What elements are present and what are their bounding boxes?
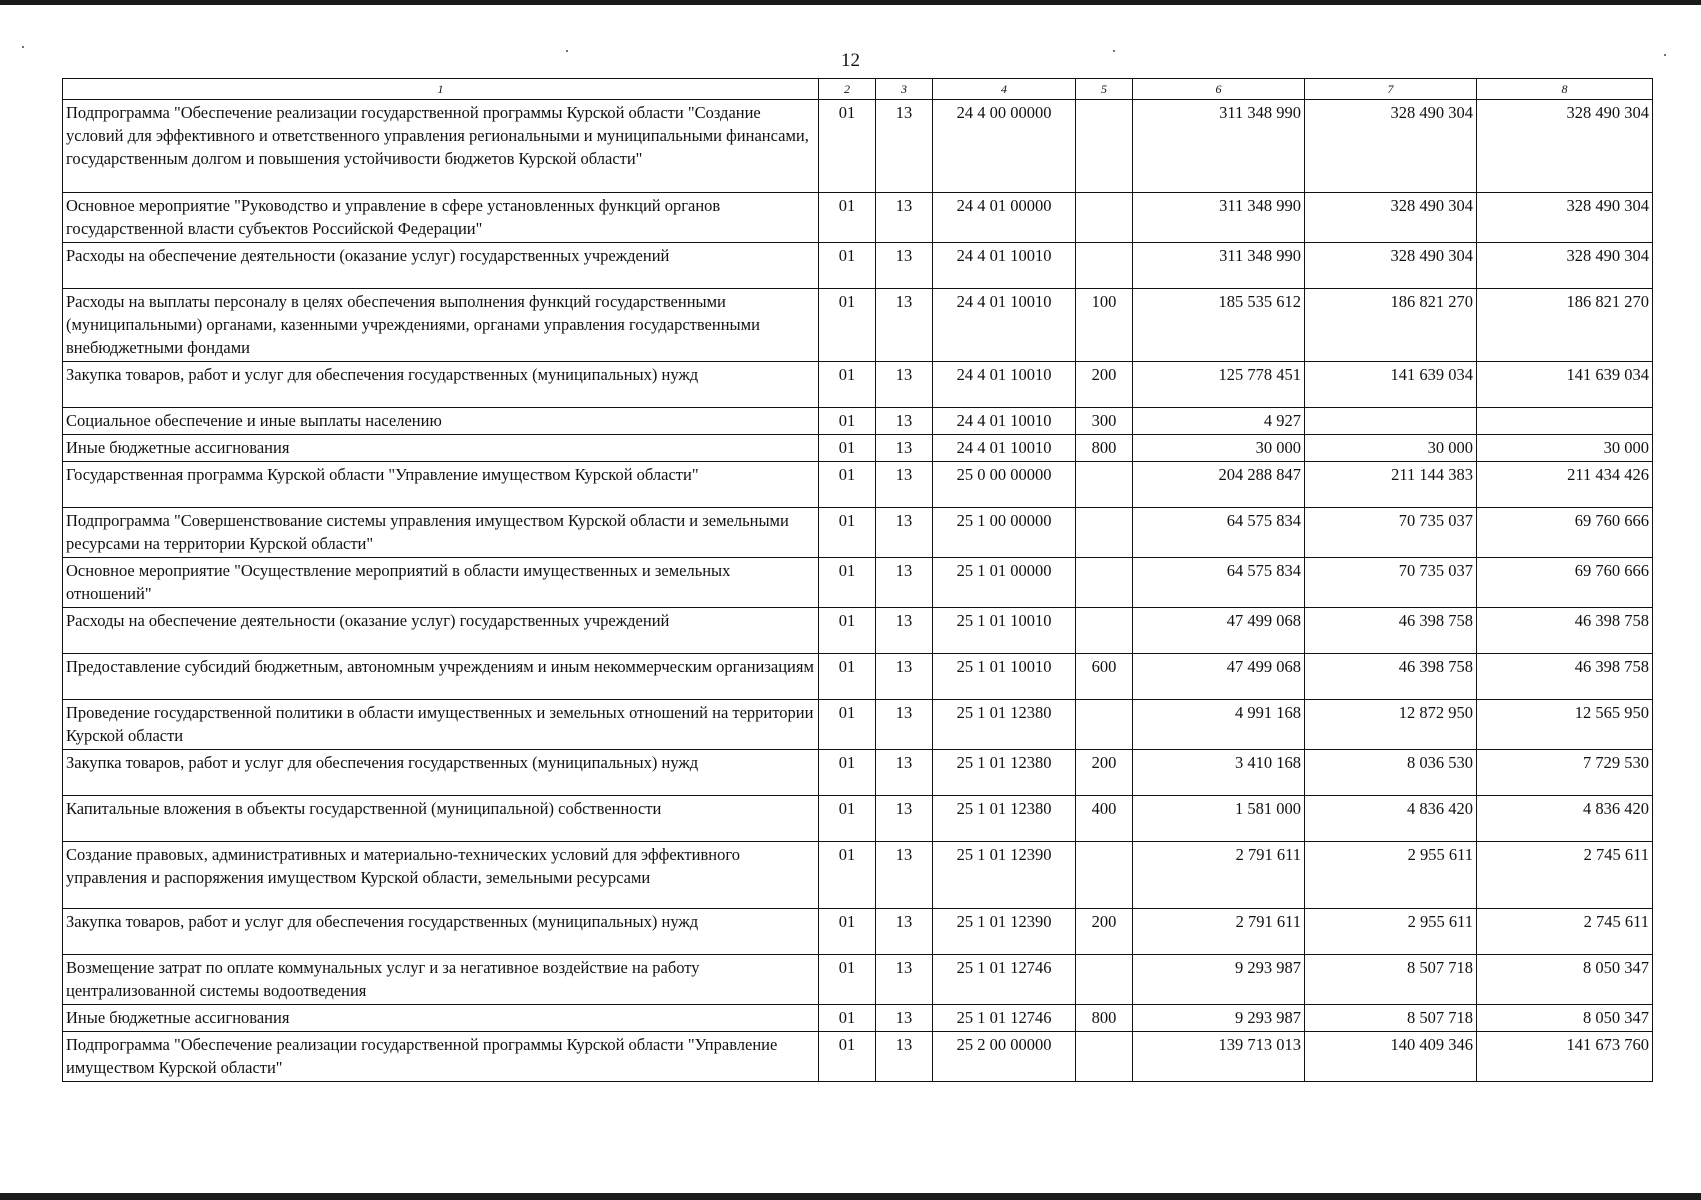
row-subsection: 13 — [876, 462, 933, 508]
row-expense-type: 200 — [1076, 362, 1133, 408]
row-amount-7: 328 490 304 — [1305, 100, 1477, 193]
row-target-article: 25 0 00 00000 — [933, 462, 1076, 508]
row-section: 01 — [819, 842, 876, 909]
row-amount-6: 9 293 987 — [1133, 955, 1305, 1005]
row-subsection: 13 — [876, 909, 933, 955]
header-row — [63, 79, 1653, 100]
row-name: Возмещение затрат по оплате коммунальных услуг и за негативное воздействие на работу централизованной системы водоотведения — [63, 955, 819, 1005]
row-amount-8: 186 821 270 — [1477, 289, 1653, 362]
row-name: Подпрограмма "Обеспечение реализации государственной программы Курской области "Управление имуществом Курской области" — [63, 1032, 819, 1082]
row-target-article: 25 1 01 00000 — [933, 558, 1076, 608]
row-target-article: 25 1 01 12380 — [933, 796, 1076, 842]
row-subsection: 13 — [876, 558, 933, 608]
row-name: Закупка товаров, работ и услуг для обеспечения государственных (муниципальных) нужд — [63, 750, 819, 796]
row-target-article: 24 4 01 10010 — [933, 289, 1076, 362]
row-expense-type: 800 — [1076, 435, 1133, 462]
row-amount-6: 139 713 013 — [1133, 1032, 1305, 1082]
row-target-article: 25 1 01 12380 — [933, 750, 1076, 796]
row-amount-6: 311 348 990 — [1133, 100, 1305, 193]
row-expense-type — [1076, 462, 1133, 508]
table-row — [63, 462, 1653, 508]
row-expense-type: 600 — [1076, 654, 1133, 700]
table-row — [63, 435, 1653, 462]
row-section: 01 — [819, 462, 876, 508]
row-subsection: 13 — [876, 750, 933, 796]
row-section: 01 — [819, 1005, 876, 1032]
row-section: 01 — [819, 654, 876, 700]
row-name: Основное мероприятие "Руководство и управление в сфере установленных функций органов государственной власти субъектов Российской Федерации" — [63, 193, 819, 243]
row-amount-8: 4 836 420 — [1477, 796, 1653, 842]
page-number: 12 — [841, 50, 860, 71]
row-amount-8: 141 673 760 — [1477, 1032, 1653, 1082]
row-amount-7: 328 490 304 — [1305, 243, 1477, 289]
row-expense-type — [1076, 1032, 1133, 1082]
row-name: Расходы на выплаты персоналу в целях обеспечения выполнения функций государственными (муниципальными) органами, казенными учреждениями, органами управления государственными внебюджетными фондами — [63, 289, 819, 362]
table-row — [63, 750, 1653, 796]
row-amount-6: 47 499 068 — [1133, 654, 1305, 700]
table-row — [63, 796, 1653, 842]
row-amount-8: 328 490 304 — [1477, 243, 1653, 289]
scan-edge-top — [0, 0, 1701, 5]
row-section: 01 — [819, 700, 876, 750]
col-header-subsection: 3 — [876, 79, 933, 100]
row-amount-7: 70 735 037 — [1305, 508, 1477, 558]
table-row — [63, 955, 1653, 1005]
table-row — [63, 654, 1653, 700]
row-amount-6: 204 288 847 — [1133, 462, 1305, 508]
row-subsection: 13 — [876, 508, 933, 558]
row-expense-type — [1076, 558, 1133, 608]
row-name: Основное мероприятие "Осуществление мероприятий в области имущественных и земельных отношений" — [63, 558, 819, 608]
row-target-article: 25 2 00 00000 — [933, 1032, 1076, 1082]
table-row — [63, 362, 1653, 408]
row-amount-8: 8 050 347 — [1477, 955, 1653, 1005]
budget-table — [62, 78, 1653, 1082]
table-row — [63, 700, 1653, 750]
row-name: Иные бюджетные ассигнования — [63, 435, 819, 462]
row-subsection: 13 — [876, 654, 933, 700]
row-amount-6: 125 778 451 — [1133, 362, 1305, 408]
row-amount-6: 2 791 611 — [1133, 909, 1305, 955]
scan-edge-bottom — [0, 1193, 1701, 1200]
row-amount-8 — [1477, 408, 1653, 435]
scan-speck — [22, 46, 24, 48]
row-target-article: 25 1 01 12746 — [933, 1005, 1076, 1032]
row-subsection: 13 — [876, 435, 933, 462]
row-amount-7: 140 409 346 — [1305, 1032, 1477, 1082]
row-subsection: 13 — [876, 796, 933, 842]
row-amount-7: 141 639 034 — [1305, 362, 1477, 408]
row-amount-6: 311 348 990 — [1133, 243, 1305, 289]
row-expense-type — [1076, 508, 1133, 558]
row-expense-type: 100 — [1076, 289, 1133, 362]
table-row — [63, 608, 1653, 654]
row-amount-8: 141 639 034 — [1477, 362, 1653, 408]
row-name: Расходы на обеспечение деятельности (оказание услуг) государственных учреждений — [63, 608, 819, 654]
row-name: Государственная программа Курской области "Управление имуществом Курской области" — [63, 462, 819, 508]
row-amount-6: 2 791 611 — [1133, 842, 1305, 909]
row-amount-7: 186 821 270 — [1305, 289, 1477, 362]
row-subsection: 13 — [876, 608, 933, 654]
row-amount-6: 311 348 990 — [1133, 193, 1305, 243]
row-amount-8: 46 398 758 — [1477, 608, 1653, 654]
row-section: 01 — [819, 1032, 876, 1082]
row-amount-6: 47 499 068 — [1133, 608, 1305, 654]
row-subsection: 13 — [876, 193, 933, 243]
table-row — [63, 508, 1653, 558]
row-expense-type — [1076, 243, 1133, 289]
row-name: Проведение государственной политики в области имущественных и земельных отношений на территории Курской области — [63, 700, 819, 750]
row-expense-type: 200 — [1076, 750, 1133, 796]
col-header-amount-7: 7 — [1305, 79, 1477, 100]
row-subsection: 13 — [876, 842, 933, 909]
col-header-section: 2 — [819, 79, 876, 100]
row-expense-type: 800 — [1076, 1005, 1133, 1032]
row-name: Социальное обеспечение и иные выплаты населению — [63, 408, 819, 435]
row-section: 01 — [819, 796, 876, 842]
table-row — [63, 909, 1653, 955]
row-target-article: 24 4 00 00000 — [933, 100, 1076, 193]
row-subsection: 13 — [876, 100, 933, 193]
row-amount-8: 7 729 530 — [1477, 750, 1653, 796]
row-subsection: 13 — [876, 243, 933, 289]
row-name: Подпрограмма "Обеспечение реализации государственной программы Курской области "Создание условий для эффективного и ответственного управления региональными и муниципальными финансами, государственным долгом и повышения устойчивости бюджетов Курской области" — [63, 100, 819, 193]
row-amount-8: 328 490 304 — [1477, 193, 1653, 243]
row-name: Закупка товаров, работ и услуг для обеспечения государственных (муниципальных) нужд — [63, 909, 819, 955]
row-target-article: 24 4 01 00000 — [933, 193, 1076, 243]
row-name: Расходы на обеспечение деятельности (оказание услуг) государственных учреждений — [63, 243, 819, 289]
row-name: Создание правовых, административных и материально-технических условий для эффективного управления и распоряжения имуществом Курской области, земельными ресурсами — [63, 842, 819, 909]
row-amount-8: 328 490 304 — [1477, 100, 1653, 193]
row-section: 01 — [819, 289, 876, 362]
row-amount-8: 2 745 611 — [1477, 909, 1653, 955]
row-amount-7: 12 872 950 — [1305, 700, 1477, 750]
row-amount-8: 69 760 666 — [1477, 558, 1653, 608]
row-section: 01 — [819, 955, 876, 1005]
row-target-article: 24 4 01 10010 — [933, 435, 1076, 462]
col-header-amount-8: 8 — [1477, 79, 1653, 100]
row-expense-type — [1076, 700, 1133, 750]
row-amount-6: 4 927 — [1133, 408, 1305, 435]
row-expense-type — [1076, 193, 1133, 243]
row-target-article: 25 1 01 10010 — [933, 608, 1076, 654]
row-name: Закупка товаров, работ и услуг для обеспечения государственных (муниципальных) нужд — [63, 362, 819, 408]
row-name: Подпрограмма "Совершенствование системы управления имуществом Курской области и земельными ресурсами на территории Курской области" — [63, 508, 819, 558]
row-subsection: 13 — [876, 289, 933, 362]
table-row — [63, 1005, 1653, 1032]
row-amount-7: 46 398 758 — [1305, 608, 1477, 654]
row-section: 01 — [819, 750, 876, 796]
row-expense-type — [1076, 100, 1133, 193]
row-subsection: 13 — [876, 1005, 933, 1032]
row-section: 01 — [819, 508, 876, 558]
row-section: 01 — [819, 362, 876, 408]
row-amount-6: 1 581 000 — [1133, 796, 1305, 842]
row-target-article: 25 1 00 00000 — [933, 508, 1076, 558]
table-row — [63, 558, 1653, 608]
row-amount-8: 211 434 426 — [1477, 462, 1653, 508]
row-target-article: 25 1 01 10010 — [933, 654, 1076, 700]
table-row — [63, 842, 1653, 909]
row-amount-7: 8 507 718 — [1305, 955, 1477, 1005]
row-section: 01 — [819, 408, 876, 435]
row-target-article: 25 1 01 12390 — [933, 842, 1076, 909]
row-expense-type — [1076, 608, 1133, 654]
col-header-amount-6: 6 — [1133, 79, 1305, 100]
col-header-expense-type: 5 — [1076, 79, 1133, 100]
row-section: 01 — [819, 100, 876, 193]
row-expense-type: 300 — [1076, 408, 1133, 435]
row-amount-6: 30 000 — [1133, 435, 1305, 462]
table-row — [63, 243, 1653, 289]
row-section: 01 — [819, 558, 876, 608]
row-target-article: 24 4 01 10010 — [933, 408, 1076, 435]
row-amount-6: 9 293 987 — [1133, 1005, 1305, 1032]
row-target-article: 25 1 01 12390 — [933, 909, 1076, 955]
row-name: Иные бюджетные ассигнования — [63, 1005, 819, 1032]
row-amount-6: 64 575 834 — [1133, 558, 1305, 608]
row-subsection: 13 — [876, 408, 933, 435]
row-amount-7 — [1305, 408, 1477, 435]
table-row — [63, 289, 1653, 362]
row-amount-7: 8 036 530 — [1305, 750, 1477, 796]
row-subsection: 13 — [876, 1032, 933, 1082]
row-amount-8: 30 000 — [1477, 435, 1653, 462]
row-amount-6: 4 991 168 — [1133, 700, 1305, 750]
row-amount-7: 30 000 — [1305, 435, 1477, 462]
row-amount-7: 46 398 758 — [1305, 654, 1477, 700]
row-amount-7: 70 735 037 — [1305, 558, 1477, 608]
row-subsection: 13 — [876, 362, 933, 408]
row-target-article: 24 4 01 10010 — [933, 362, 1076, 408]
row-amount-7: 8 507 718 — [1305, 1005, 1477, 1032]
row-amount-8: 69 760 666 — [1477, 508, 1653, 558]
row-subsection: 13 — [876, 955, 933, 1005]
row-amount-7: 328 490 304 — [1305, 193, 1477, 243]
row-expense-type: 200 — [1076, 909, 1133, 955]
row-target-article: 24 4 01 10010 — [933, 243, 1076, 289]
col-header-target-article: 4 — [933, 79, 1076, 100]
row-target-article: 25 1 01 12746 — [933, 955, 1076, 1005]
row-amount-8: 12 565 950 — [1477, 700, 1653, 750]
row-amount-6: 64 575 834 — [1133, 508, 1305, 558]
row-amount-7: 211 144 383 — [1305, 462, 1477, 508]
row-expense-type: 400 — [1076, 796, 1133, 842]
row-amount-7: 4 836 420 — [1305, 796, 1477, 842]
row-target-article: 25 1 01 12380 — [933, 700, 1076, 750]
row-section: 01 — [819, 435, 876, 462]
row-amount-6: 185 535 612 — [1133, 289, 1305, 362]
table-row — [63, 193, 1653, 243]
row-amount-8: 2 745 611 — [1477, 842, 1653, 909]
row-section: 01 — [819, 608, 876, 654]
table-row — [63, 1032, 1653, 1082]
row-section: 01 — [819, 909, 876, 955]
row-name: Предоставление субсидий бюджетным, автономным учреждениям и иным некоммерческим организациям — [63, 654, 819, 700]
row-amount-6: 3 410 168 — [1133, 750, 1305, 796]
row-amount-7: 2 955 611 — [1305, 909, 1477, 955]
row-expense-type — [1076, 842, 1133, 909]
row-amount-7: 2 955 611 — [1305, 842, 1477, 909]
row-subsection: 13 — [876, 700, 933, 750]
table-row — [63, 100, 1653, 193]
row-section: 01 — [819, 193, 876, 243]
row-name: Капитальные вложения в объекты государственной (муниципальной) собственности — [63, 796, 819, 842]
table-row — [63, 408, 1653, 435]
row-expense-type — [1076, 955, 1133, 1005]
row-section: 01 — [819, 243, 876, 289]
row-amount-8: 8 050 347 — [1477, 1005, 1653, 1032]
row-amount-8: 46 398 758 — [1477, 654, 1653, 700]
col-header-name: 1 — [63, 79, 819, 100]
